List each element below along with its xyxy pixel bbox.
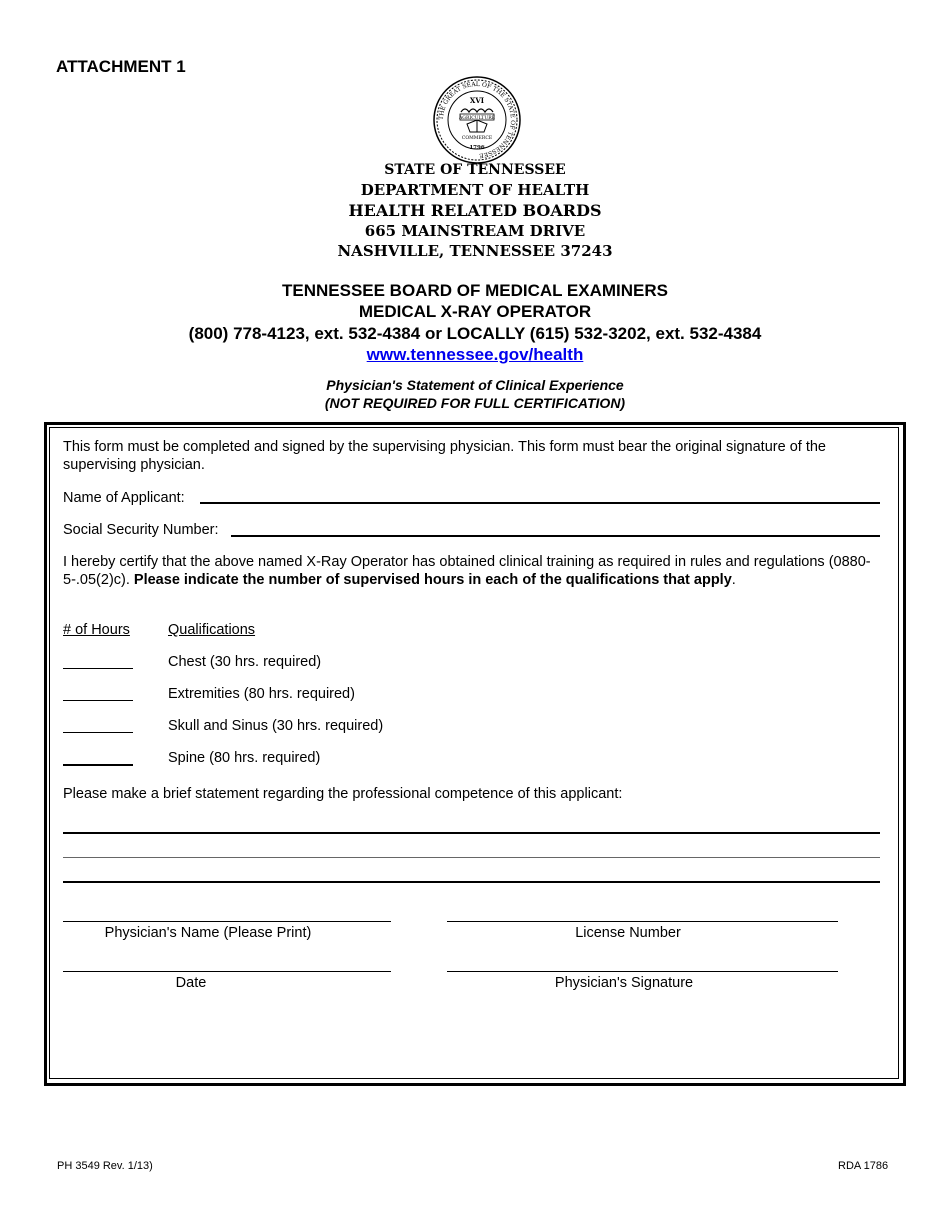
website-link[interactable]: www.tennessee.gov/health: [366, 345, 584, 364]
ssn-field[interactable]: [231, 535, 880, 537]
board-phone: (800) 778-4123, ext. 532-4384 or LOCALLY (615) 532-3202, ext. 532-4384: [188, 324, 762, 343]
hours-field-spine[interactable]: [63, 764, 133, 766]
qualification-extremities: Extremities (80 hrs. required): [168, 686, 355, 702]
ssn-label: Social Security Number:: [63, 522, 219, 538]
form-number: PH 3549 Rev. 1/13): [57, 1160, 153, 1172]
license-number-label: License Number: [575, 925, 681, 941]
header-boards: HEALTH RELATED BOARDS: [348, 201, 602, 220]
seal-year: 1796: [469, 145, 485, 151]
certification-end: .: [731, 572, 736, 588]
physician-name-label: Physician's Name (Please Print): [104, 925, 312, 941]
applicant-name-field[interactable]: [200, 502, 880, 504]
state-seal-icon: [433, 76, 521, 164]
certification-bold: Please indicate the number of supervised hours in each of the qualifications that apply: [133, 572, 732, 588]
physician-signature-field[interactable]: [447, 971, 838, 972]
instructions-text: This form must be completed and signed by the supervising physician. This form must bear the original signature of the supervising physician.: [63, 439, 826, 473]
physician-signature-label: Physician's Signature: [554, 975, 694, 991]
header-city: NASHVILLE, TENNESSEE 37243: [337, 242, 613, 260]
seal-numeral: XVI: [469, 96, 485, 105]
qualification-spine: Spine (80 hrs. required): [168, 750, 321, 766]
statement-line-3[interactable]: [63, 881, 880, 883]
physician-name-field[interactable]: [63, 921, 391, 922]
certification-text: [63, 553, 885, 589]
applicant-name-label: Name of Applicant:: [63, 490, 185, 506]
statement-prompt: Please make a brief statement regarding the professional competence of this applicant:: [63, 786, 623, 802]
qualification-skull-sinus: Skull and Sinus (30 hrs. required): [168, 718, 384, 734]
license-number-field[interactable]: [447, 921, 838, 922]
seal-ring-text: THE GREAT SEAL OF THE STATE OF TENNESSEE: [437, 80, 517, 159]
hours-field-chest[interactable]: [63, 668, 133, 669]
attachment-label: ATTACHMENT 1: [56, 57, 186, 76]
seal-agriculture: AGRICULTURE: [458, 116, 496, 121]
statement-line-2[interactable]: [63, 857, 880, 858]
form-title: Physician's Statement of Clinical Experience: [326, 377, 624, 393]
qualifications-column-header: Qualifications: [168, 622, 256, 638]
board-name: TENNESSEE BOARD OF MEDICAL EXAMINERS: [281, 281, 668, 300]
hours-column-header: # of Hours: [63, 622, 130, 638]
rda-number: RDA 1786: [838, 1160, 889, 1172]
certification-body: I hereby certify that the above named X-Ray Operator has obtained clinical training as required in rules and regulations (0880-5-.05(2)c).: [63, 554, 871, 588]
header-street: 665 MAINSTREAM DRIVE: [364, 222, 586, 240]
header-state: STATE OF TENNESSEE: [384, 162, 566, 178]
board-program: MEDICAL X-RAY OPERATOR: [358, 302, 592, 321]
qualification-chest: Chest (30 hrs. required): [168, 654, 322, 670]
form-subtitle: (NOT REQUIRED FOR FULL CERTIFICATION): [324, 395, 626, 411]
hours-field-skull-sinus[interactable]: [63, 732, 133, 733]
hours-field-extremities[interactable]: [63, 700, 133, 701]
statement-line-1[interactable]: [63, 832, 880, 834]
seal-commerce: COMMERCE: [461, 136, 493, 141]
date-field[interactable]: [63, 971, 391, 972]
date-label: Date: [175, 975, 207, 991]
header-department: DEPARTMENT OF HEALTH: [360, 181, 590, 199]
